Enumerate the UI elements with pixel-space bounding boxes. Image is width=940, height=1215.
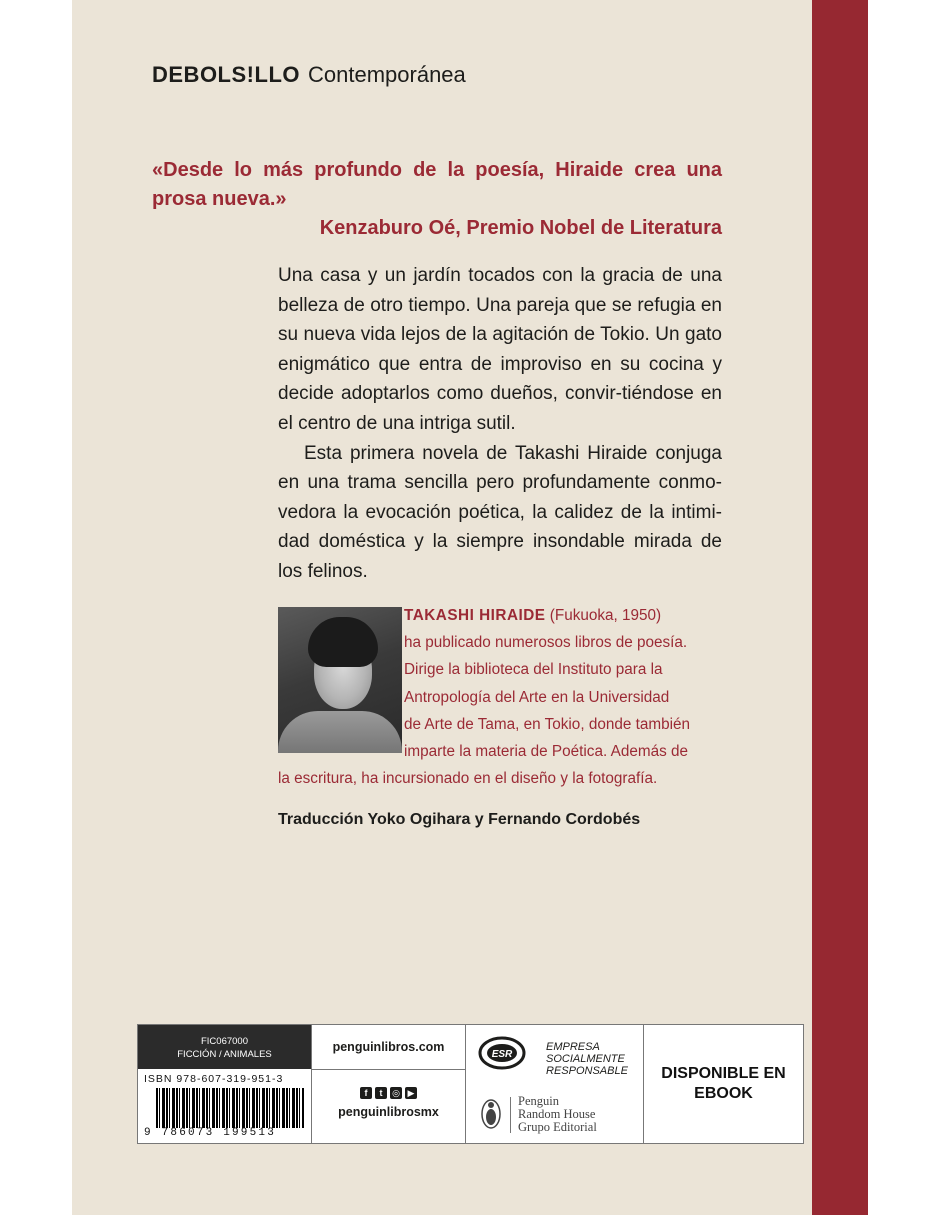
bio-line-1: ha publicado numerosos libros de poesía.	[404, 634, 688, 652]
isbn-text: ISBN 978-607-319-951-3	[144, 1073, 284, 1085]
collection-name: Contemporánea	[308, 62, 466, 87]
spine-strip	[812, 0, 868, 1215]
instagram-icon[interactable]: ◎	[390, 1087, 402, 1099]
youtube-icon[interactable]: ▶	[405, 1087, 417, 1099]
bisac-label	[138, 1025, 311, 1069]
synopsis-paragraph-1: Una casa y un jardín tocados con la gracia de una belleza de otro tiempo. Una pareja que se refugia en su nueva vida lejos de la agitación de Tokio. Un gato enigmático que entra de improviso en su cocina y decide adoptarlos como dueños, convir-tiéndose en el centro de una intriga sutil.	[278, 265, 722, 434]
bio-line-3: Antropología del Arte en la Universidad	[404, 688, 670, 706]
social-icons	[312, 1087, 465, 1099]
footer-bar	[137, 1024, 804, 1144]
synopsis-paragraph-2: Esta primera novela de Takashi Hiraide conjuga en una trama sencilla pero profundamente conmo-vedora la evocación poética, la calidez de la intimi-dad doméstica y la siempre insondable mirada de los felinos.	[278, 442, 722, 582]
bisac-category: FICCIÓN / ANIMALES	[177, 1049, 272, 1060]
publisher-cell	[466, 1025, 644, 1143]
translation-credit: Traducción Yoko Ogihara y Fernando Cordobés	[278, 811, 641, 828]
review-quote: «Desde lo más profundo de la poesía, Hiraide crea una prosa nueva.»	[152, 159, 722, 210]
author-name: TAKASHI HIRAIDE	[404, 607, 546, 624]
synopsis	[278, 261, 722, 587]
esr-line-1: EMPRESA	[546, 1041, 600, 1053]
bio-line-2: Dirige la biblioteca del Instituto para la	[404, 661, 663, 679]
social-handle[interactable]: penguinlibrosmx	[338, 1105, 439, 1119]
publisher-divider	[510, 1097, 511, 1133]
esr-logo-text: ESR	[491, 1049, 513, 1060]
bio-line-5: imparte la materia de Poética. Además de	[404, 743, 688, 761]
ebook-line-1: DISPONIBLE EN	[661, 1065, 786, 1082]
author-origin: (Fukuoka, 1950)	[545, 607, 662, 624]
author-bio	[278, 602, 722, 792]
esr-label	[546, 1041, 628, 1077]
ebook-badge	[644, 1025, 803, 1143]
bio-line-4: de Arte de Tama, en Tokio, donde también	[404, 715, 691, 733]
twitter-icon[interactable]: t	[375, 1087, 387, 1099]
ebook-cell	[644, 1025, 803, 1143]
barcode-cell	[138, 1025, 312, 1143]
publisher-line-1: Penguin	[518, 1094, 559, 1108]
bio-line-0	[278, 602, 722, 629]
publisher-name	[518, 1095, 597, 1134]
publisher-line-2: Random House	[518, 1107, 596, 1121]
ebook-line-2: EBOOK	[694, 1085, 753, 1102]
quote-author: Kenzaburo Oé, Premio Nobel de Literatura	[319, 217, 722, 239]
publisher-brand	[152, 62, 466, 88]
bio-line-6: la escritura, ha incursionado en el diseño y la fotografía.	[278, 770, 658, 788]
esr-line-2: SOCIALMENTE	[546, 1053, 625, 1065]
bisac-code: FIC067000	[200, 1036, 248, 1047]
publisher-line-3: Grupo Editorial	[518, 1120, 597, 1134]
barcode-icon	[156, 1088, 304, 1128]
web-cell	[312, 1025, 466, 1143]
facebook-icon[interactable]: f	[360, 1087, 372, 1099]
esr-logo-icon	[478, 1035, 526, 1071]
barcode-digits: 9 786073 199513	[144, 1127, 277, 1139]
website-link[interactable]: penguinlibros.com	[312, 1025, 465, 1070]
esr-line-3: RESPONSABLE	[546, 1065, 628, 1077]
penguin-icon	[480, 1097, 502, 1129]
debolsillo-logo: DEBOLS!LLO	[152, 62, 300, 87]
